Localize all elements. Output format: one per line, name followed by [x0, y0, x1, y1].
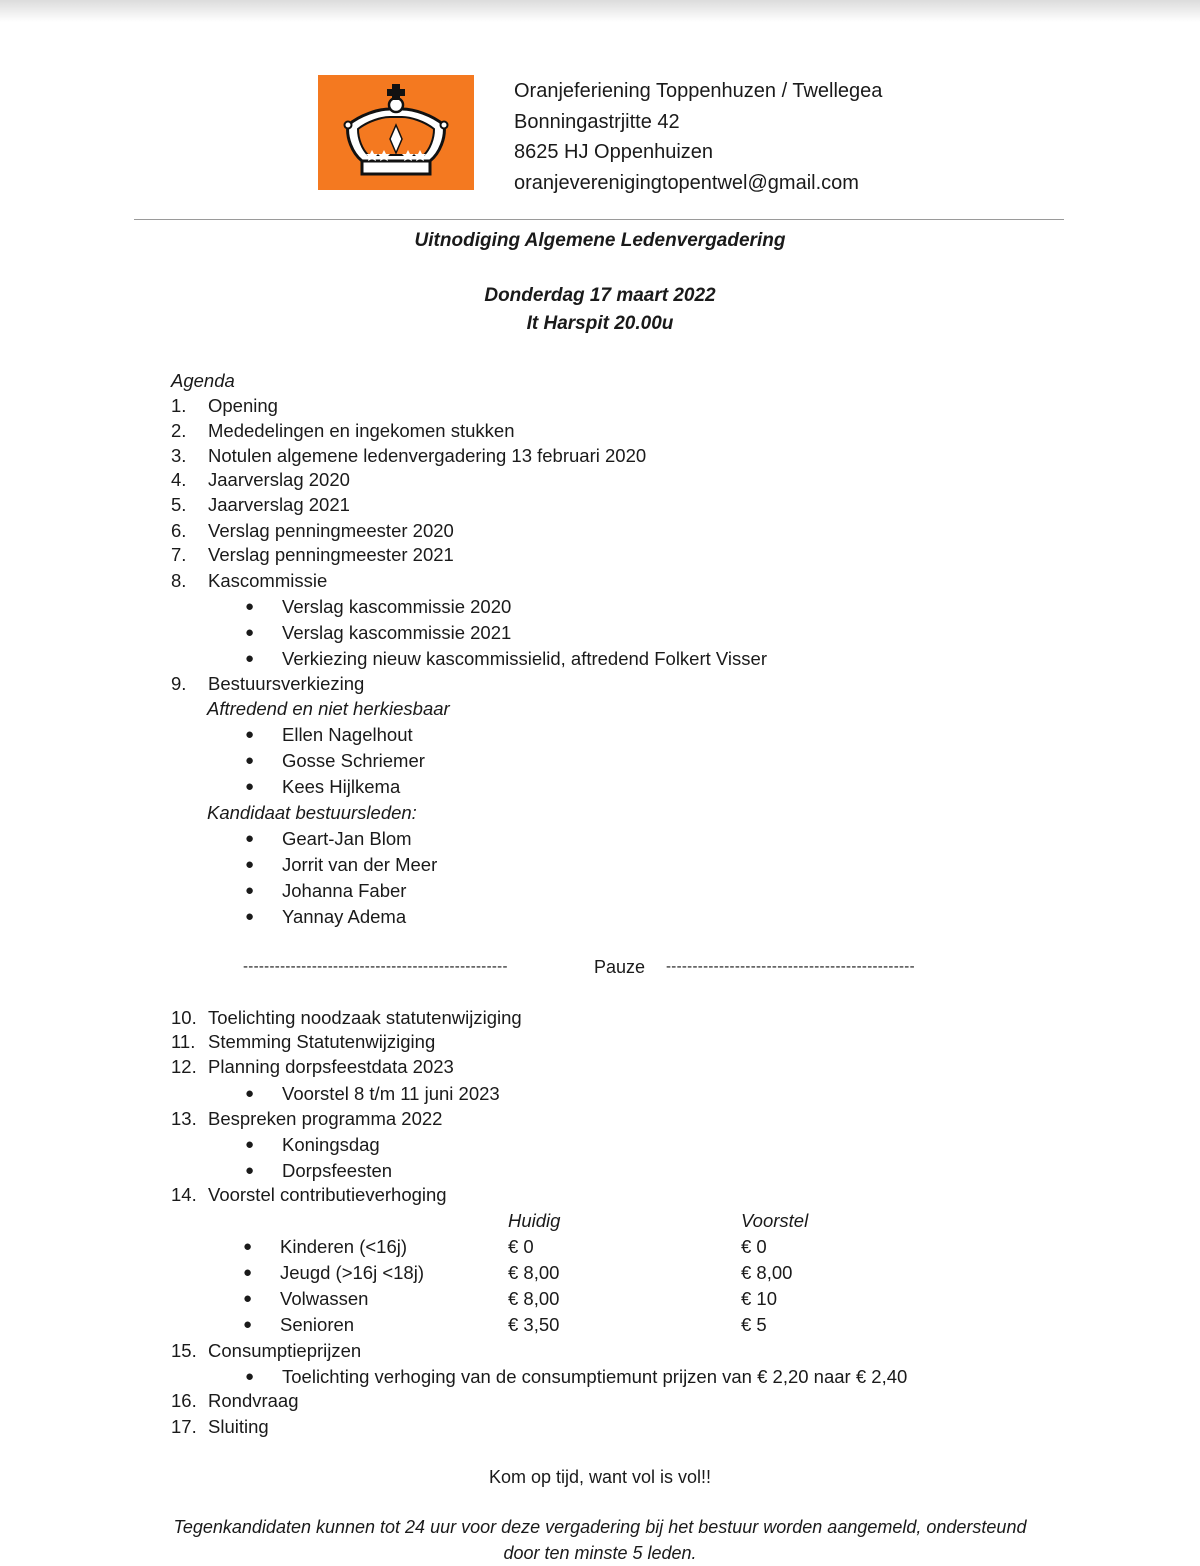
contributie-row-current: € 8,00 — [508, 1288, 560, 1309]
agenda-item: Voorstel contributieverhoging — [208, 1184, 447, 1205]
agenda-number: 10. — [171, 1007, 197, 1028]
contributie-row-label: Kinderen (<16j) — [280, 1236, 408, 1257]
agenda-number: 8. — [171, 570, 187, 591]
agenda-number: 4. — [171, 469, 187, 490]
agenda-number: 6. — [171, 520, 187, 541]
header-divider — [134, 219, 1064, 220]
agenda-number: 9. — [171, 673, 187, 694]
sub-item: Verkiezing nieuw kascommissielid, aftredend Folkert Visser — [282, 648, 767, 669]
contributie-header-current: Huidig — [508, 1210, 561, 1231]
agenda-item: Verslag penningmeester 2021 — [208, 544, 454, 565]
bullet-icon: ● — [245, 624, 255, 641]
agenda-item: Jaarverslag 2020 — [208, 469, 350, 490]
sub-item: Yannay Adema — [282, 906, 407, 927]
document-title: Uitnodiging Algemene Ledenvergadering — [414, 230, 786, 251]
bullet-icon: ● — [245, 752, 255, 769]
email-address: oranjeverenigingtopentwel@gmail.com — [514, 172, 859, 195]
agenda-label: Agenda — [171, 370, 235, 391]
agenda-number: 5. — [171, 494, 187, 515]
contributie-row-label: Volwassen — [280, 1288, 369, 1309]
agenda-number: 14. — [171, 1184, 197, 1205]
bullet-icon: ● — [245, 650, 255, 667]
crown-logo-icon — [318, 75, 474, 190]
agenda-item: Mededelingen en ingekomen stukken — [208, 420, 515, 441]
bullet-icon: ● — [245, 882, 255, 899]
agenda-item: Bestuursverkiezing — [208, 673, 365, 694]
contributie-row-proposal: € 10 — [741, 1288, 778, 1309]
pauze-label: Pauze — [594, 957, 646, 977]
bullet-icon: ● — [243, 1238, 253, 1255]
agenda-item: Sluiting — [208, 1416, 269, 1437]
contributie-row-proposal: € 5 — [741, 1314, 767, 1335]
sub-item: Verslag kascommissie 2021 — [282, 622, 512, 643]
bullet-icon: ● — [245, 778, 255, 795]
agenda-item: Jaarverslag 2021 — [208, 494, 350, 515]
agenda-number: 3. — [171, 445, 187, 466]
postal-city: 8625 HJ Oppenhuizen — [514, 141, 714, 164]
viewer-top-shadow — [0, 0, 1200, 22]
agenda-item: Bespreken programma 2022 — [208, 1108, 443, 1129]
contributie-row-proposal: € 8,00 — [741, 1262, 793, 1283]
sub-item: Dorpsfeesten — [282, 1160, 393, 1181]
contributie-row-current: € 3,50 — [508, 1314, 560, 1335]
agenda-number: 16. — [171, 1390, 197, 1411]
agenda-number: 11. — [171, 1031, 196, 1052]
sub-item: Toelichting verhoging van de consumptiemunt prijzen van € 2,20 naar € 2,40 — [282, 1366, 908, 1387]
agenda-number: 17. — [171, 1416, 197, 1437]
agenda-item: Planning dorpsfeestdata 2023 — [208, 1056, 454, 1077]
bullet-icon: ● — [245, 856, 255, 873]
footer-note-line-1: Tegenkandidaten kunnen tot 24 uur voor deze vergadering bij het bestuur worden aangemeld, ondersteund — [173, 1517, 1027, 1537]
bullet-icon: ● — [243, 1264, 253, 1281]
agenda-item: Toelichting noodzaak statutenwijziging — [208, 1007, 522, 1028]
street-address: Bonningastrjitte 42 — [514, 110, 680, 133]
sub-item: Ellen Nagelhout — [282, 724, 413, 745]
agenda-item: Notulen algemene ledenvergadering 13 februari 2020 — [208, 445, 647, 466]
agenda-number: 13. — [171, 1108, 197, 1129]
agenda-item: Stemming Statutenwijziging — [208, 1031, 436, 1052]
agenda-number: 7. — [171, 544, 187, 565]
contributie-row-proposal: € 0 — [741, 1236, 767, 1257]
bullet-icon: ● — [245, 1368, 255, 1385]
bullet-icon: ● — [245, 726, 255, 743]
association-address — [514, 76, 882, 199]
agenda-item: Kascommissie — [208, 570, 328, 591]
agenda-number: 2. — [171, 420, 187, 441]
contributie-row-current: € 8,00 — [508, 1262, 560, 1283]
sub-item: Johanna Faber — [282, 880, 407, 901]
association-name: Oranjeferiening Toppenhuzen / Twellegea — [514, 80, 883, 102]
agenda-item: Verslag penningmeester 2020 — [208, 520, 454, 541]
sub-item: Jorrit van der Meer — [282, 854, 438, 875]
sub-item: Verslag kascommissie 2020 — [282, 596, 512, 617]
contributie-header-proposal: Voorstel — [741, 1210, 809, 1231]
agenda-item: Consumptieprijzen — [208, 1340, 362, 1361]
bullet-icon: ● — [245, 830, 255, 847]
sub-item: Gosse Schriemer — [282, 750, 425, 771]
sub-item: Voorstel 8 t/m 11 juni 2023 — [282, 1083, 500, 1104]
pauze-divider-right: ----------------------------------------------- — [666, 958, 915, 975]
aftredend-label: Aftredend en niet herkiesbaar — [207, 698, 450, 719]
bullet-icon: ● — [243, 1290, 253, 1307]
bullet-icon: ● — [243, 1316, 253, 1333]
kandidaat-label: Kandidaat bestuursleden: — [207, 802, 417, 823]
closing-note: Kom op tijd, want vol is vol!! — [488, 1467, 712, 1487]
pauze-divider-left: -------------------------------------------------- — [243, 958, 508, 975]
bullet-icon: ● — [245, 598, 255, 615]
sub-item: Geart-Jan Blom — [282, 828, 412, 849]
footer-note-line-2: door ten minste 5 leden. — [503, 1543, 697, 1563]
contributie-row-current: € 0 — [508, 1236, 534, 1257]
meeting-location-time: It Harspit 20.00u — [526, 313, 674, 334]
bullet-icon: ● — [245, 1085, 255, 1102]
agenda-item: Opening — [208, 395, 278, 416]
sub-item: Koningsdag — [282, 1134, 380, 1155]
sub-item: Kees Hijlkema — [282, 776, 401, 797]
bullet-icon: ● — [245, 908, 255, 925]
bullet-icon: ● — [245, 1136, 255, 1153]
meeting-date: Donderdag 17 maart 2022 — [484, 285, 716, 306]
contributie-row-label: Senioren — [280, 1314, 355, 1335]
agenda-number: 1. — [171, 395, 187, 416]
bullet-icon: ● — [245, 1162, 255, 1179]
agenda-item: Rondvraag — [208, 1390, 299, 1411]
contributie-row-label: Jeugd (>16j <18j) — [280, 1262, 424, 1283]
agenda-number: 15. — [171, 1340, 197, 1361]
agenda-number: 12. — [171, 1056, 197, 1077]
